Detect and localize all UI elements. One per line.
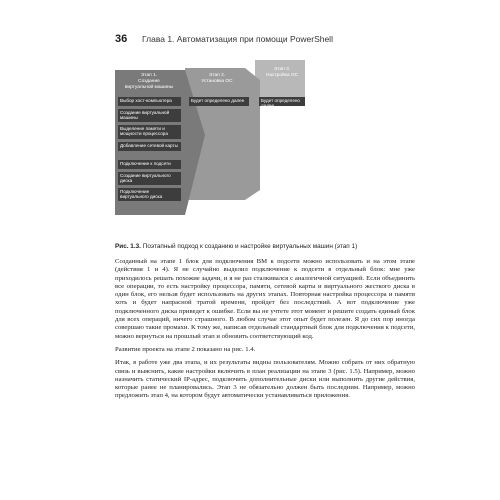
stage2-title: Этап 2. Установка ОС <box>201 73 233 84</box>
stage1-title: Этап 1. Создание виртуальной машины <box>124 73 174 90</box>
staged-approach-figure <box>115 60 415 240</box>
caption-label: Рис. 1.3. <box>115 243 141 250</box>
step-allocate-memory-cpu: Выделение памяти и мощности процессора <box>118 125 181 139</box>
stage3-title: Этап 3. Настройка ОС <box>265 67 299 78</box>
step-connect-subnet: Подключение к подсети <box>118 160 181 169</box>
step-add-nic: Добавление сетевой карты <box>118 142 181 151</box>
stage3-arrow <box>255 60 305 100</box>
step-select-host: Выбор хост-компьютера <box>118 97 181 106</box>
page-number: 36 <box>115 33 128 45</box>
step-attach-virtual-disk: Подключение виртуального диска <box>118 188 181 201</box>
stage2-tbd: Будет определено далее <box>189 97 249 106</box>
stage3-tbd: Будет определено далее <box>259 97 305 106</box>
figure-caption <box>115 243 415 250</box>
paragraph-2: Развитие проекта на этапе 2 показано на рис. 1.4. <box>115 345 256 353</box>
step-create-vm: Создание виртуальной машины <box>118 109 181 122</box>
body-text <box>115 258 415 406</box>
chapter-title: Глава 1. Автоматизация при помощи PowerShell <box>142 34 333 44</box>
paragraph-1: Созданный на этапе 1 блок для подключения ВМ к подсети можно использовать и на этом этапе (действия 1 и 4). Я не случайно выделил подключение к подсети в отдельный блок: мне уже приходилось решать похожие задачи, и я не раз сталкивался с аналогичной ситуацией. Если объединить все операции, то есть настройку процессора, памяти, сетевой карты и виртуального жесткого диска в один блок, его нельзя будет использовать на других этапах. Повторная настройка процессора и памяти хоть и будет напрасной тратой времени, пройдет без последствий. А вот подключение уже подключенного диска приведет к ошибке. Если вы не учтете этот момент и решите создать единый блок для всех операций, ничего страшного. В любом случае этот опыт будет полезен. Я до сих пор иногда совершаю такие промахи. К тому же, написав отдельный стандартный блок для подключения к подсети, можно вернуться на прошлый этап и обновить соответствующий код. <box>115 258 415 340</box>
paragraph-3: Итак, в работе уже два этапа, и их результаты видны пользователям. Можно собрать от них обратную связь и выяснить, какие настройки включить в план реализации на этапе 3 (рис. 1.5). Например, можно назначить статический IP-адрес, подключить дополнительные диски или выполнить другие действия, которые ранее не планировались. Этап 3 не обязательно должен быть последним. Например, можно предложить этап 4, на котором будут автоматически устанавливаться приложения. <box>115 359 415 400</box>
page-header <box>115 33 420 53</box>
caption-text: Поэтапный подход к созданию и настройке виртуальных машин (этап 1) <box>142 243 358 250</box>
step-create-virtual-disk: Создание виртуального диска <box>118 172 181 185</box>
